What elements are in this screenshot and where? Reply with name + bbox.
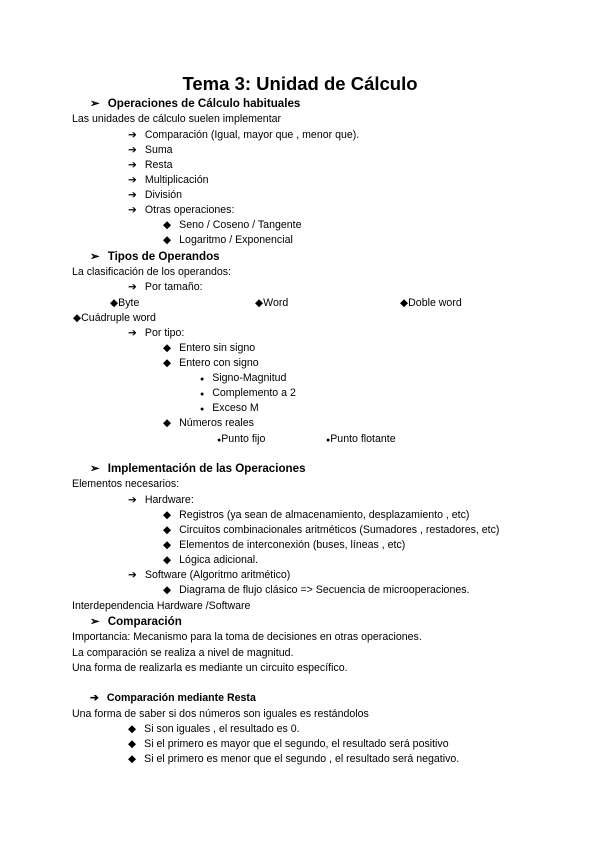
arrow-icon: ➔: [128, 494, 137, 506]
list-item: ◆ Si son iguales , el resultado es 0.: [128, 723, 300, 735]
size-item: ◆Doble word: [400, 297, 462, 309]
list-item: ◆ Registros (ya sean de almacenamiento, desplazamiento , etc): [163, 509, 470, 521]
diamond-icon: ◆: [163, 554, 172, 566]
diamond-icon: ◆: [73, 312, 82, 324]
bullet-icon: ●: [217, 437, 222, 444]
paragraph: La clasificación de los operandos:: [72, 266, 232, 278]
diamond-icon: ◆: [163, 234, 172, 246]
list-item: ➔ Multiplicación: [128, 174, 209, 186]
list-item: ➔ Suma: [128, 144, 173, 156]
size-item: ◆Byte: [110, 297, 140, 309]
diamond-icon: ◆: [255, 297, 264, 309]
heading-arrow-icon: ➢: [90, 462, 100, 475]
bullet-icon: ●: [200, 376, 205, 383]
list-item: ◆ Entero sin signo: [163, 342, 256, 354]
list-item: ◆ Circuitos combinacionales aritméticos (Sumadores , restadores, etc): [163, 524, 500, 536]
paragraph: Elementos necesarios:: [72, 478, 180, 490]
paragraph: Una forma de saber si dos números son iguales es restándolos: [72, 708, 369, 720]
paragraph: La comparación se realiza a nivel de magnitud.: [72, 647, 294, 659]
diamond-icon: ◆: [163, 584, 172, 596]
page-title: Tema 3: Unidad de Cálculo: [182, 73, 418, 94]
diamond-icon: ◆: [163, 219, 172, 231]
bullet-icon: ●: [200, 406, 205, 413]
heading-arrow-icon: ➢: [90, 615, 100, 628]
list-item: ◆ Números reales: [163, 417, 254, 429]
arrow-icon: ➔: [128, 281, 137, 293]
diamond-icon: ◆: [163, 524, 172, 536]
list-item: ● Complemento a 2: [200, 387, 296, 399]
arrow-icon: ➔: [128, 189, 137, 201]
arrow-icon: ➔: [128, 144, 137, 156]
diamond-icon: ◆: [163, 417, 172, 429]
list-item: ● Exceso M: [200, 402, 259, 414]
paragraph: Interdependencia Hardware /Software: [72, 600, 251, 612]
list-item: ➔ Software (Algoritmo aritmético): [128, 569, 291, 581]
heading-arrow-icon: ➢: [90, 250, 100, 263]
section-heading-operaciones: ➢ Operaciones de Cálculo habituales: [90, 97, 301, 110]
list-item: ➔ División: [128, 189, 182, 201]
list-item: ● Signo-Magnitud: [200, 372, 287, 384]
list-item: ➔ Por tipo:: [128, 327, 185, 339]
diamond-icon: ◆: [128, 738, 137, 750]
list-item: ◆ Seno / Coseno / Tangente: [163, 219, 302, 231]
diamond-icon: ◆: [163, 539, 172, 551]
arrow-icon: ➔: [128, 569, 137, 581]
heading-arrow-icon: ➢: [90, 97, 100, 110]
list-item: ➔ Resta: [128, 159, 173, 171]
section-heading-implementacion: ➢ Implementación de las Operaciones: [90, 462, 306, 475]
list-item: ◆ Si el primero es menor que el segundo , el resultado será negativo.: [128, 753, 460, 765]
list-item: ➔ Hardware:: [128, 494, 194, 506]
list-item: ➔ Por tamaño:: [128, 281, 203, 293]
arrow-icon: ➔: [128, 129, 137, 141]
diamond-icon: ◆: [163, 342, 172, 354]
paragraph: Una forma de realizarla es mediante un circuito específico.: [72, 662, 348, 674]
subsection-heading-resta: ➔ Comparación mediante Resta: [90, 692, 256, 704]
bullet-icon: ●: [200, 391, 205, 398]
arrow-icon: ➔: [128, 174, 137, 186]
size-item: ◆Word: [255, 297, 289, 309]
list-item: ◆ Lógica adicional.: [163, 554, 259, 566]
section-heading-tipos: ➢ Tipos de Operandos: [90, 250, 220, 263]
size-item: ◆Cuádruple word: [73, 312, 156, 324]
paragraph: Importancia: Mecanismo para la toma de decisiones en otras operaciones.: [72, 631, 422, 643]
diamond-icon: ◆: [400, 297, 409, 309]
real-item: ●Punto fijo: [217, 433, 266, 445]
diamond-icon: ◆: [128, 723, 137, 735]
arrow-icon: ➔: [128, 327, 137, 339]
list-item: ◆ Entero con signo: [163, 357, 259, 369]
diamond-icon: ◆: [163, 509, 172, 521]
arrow-icon: ➔: [90, 692, 99, 704]
arrow-icon: ➔: [128, 159, 137, 171]
bullet-icon: ●: [326, 437, 331, 444]
arrow-icon: ➔: [128, 204, 137, 216]
list-item: ◆ Si el primero es mayor que el segundo, el resultado será positivo: [128, 738, 449, 750]
section-heading-comparacion: ➢ Comparación: [90, 615, 182, 628]
real-item: ●Punto flotante: [326, 433, 396, 445]
diamond-icon: ◆: [110, 297, 119, 309]
diamond-icon: ◆: [128, 753, 137, 765]
list-item: ◆ Logaritmo / Exponencial: [163, 234, 293, 246]
paragraph: Las unidades de cálculo suelen implementar: [72, 113, 282, 125]
list-item: ◆ Elementos de interconexión (buses, líneas , etc): [163, 539, 406, 551]
list-item: ◆ Diagrama de flujo clásico => Secuencia de microoperaciones.: [163, 584, 470, 596]
diamond-icon: ◆: [163, 357, 172, 369]
list-item: ➔ Otras operaciones:: [128, 204, 235, 216]
list-item: ➔ Comparación (Igual, mayor que , menor que).: [128, 129, 360, 141]
